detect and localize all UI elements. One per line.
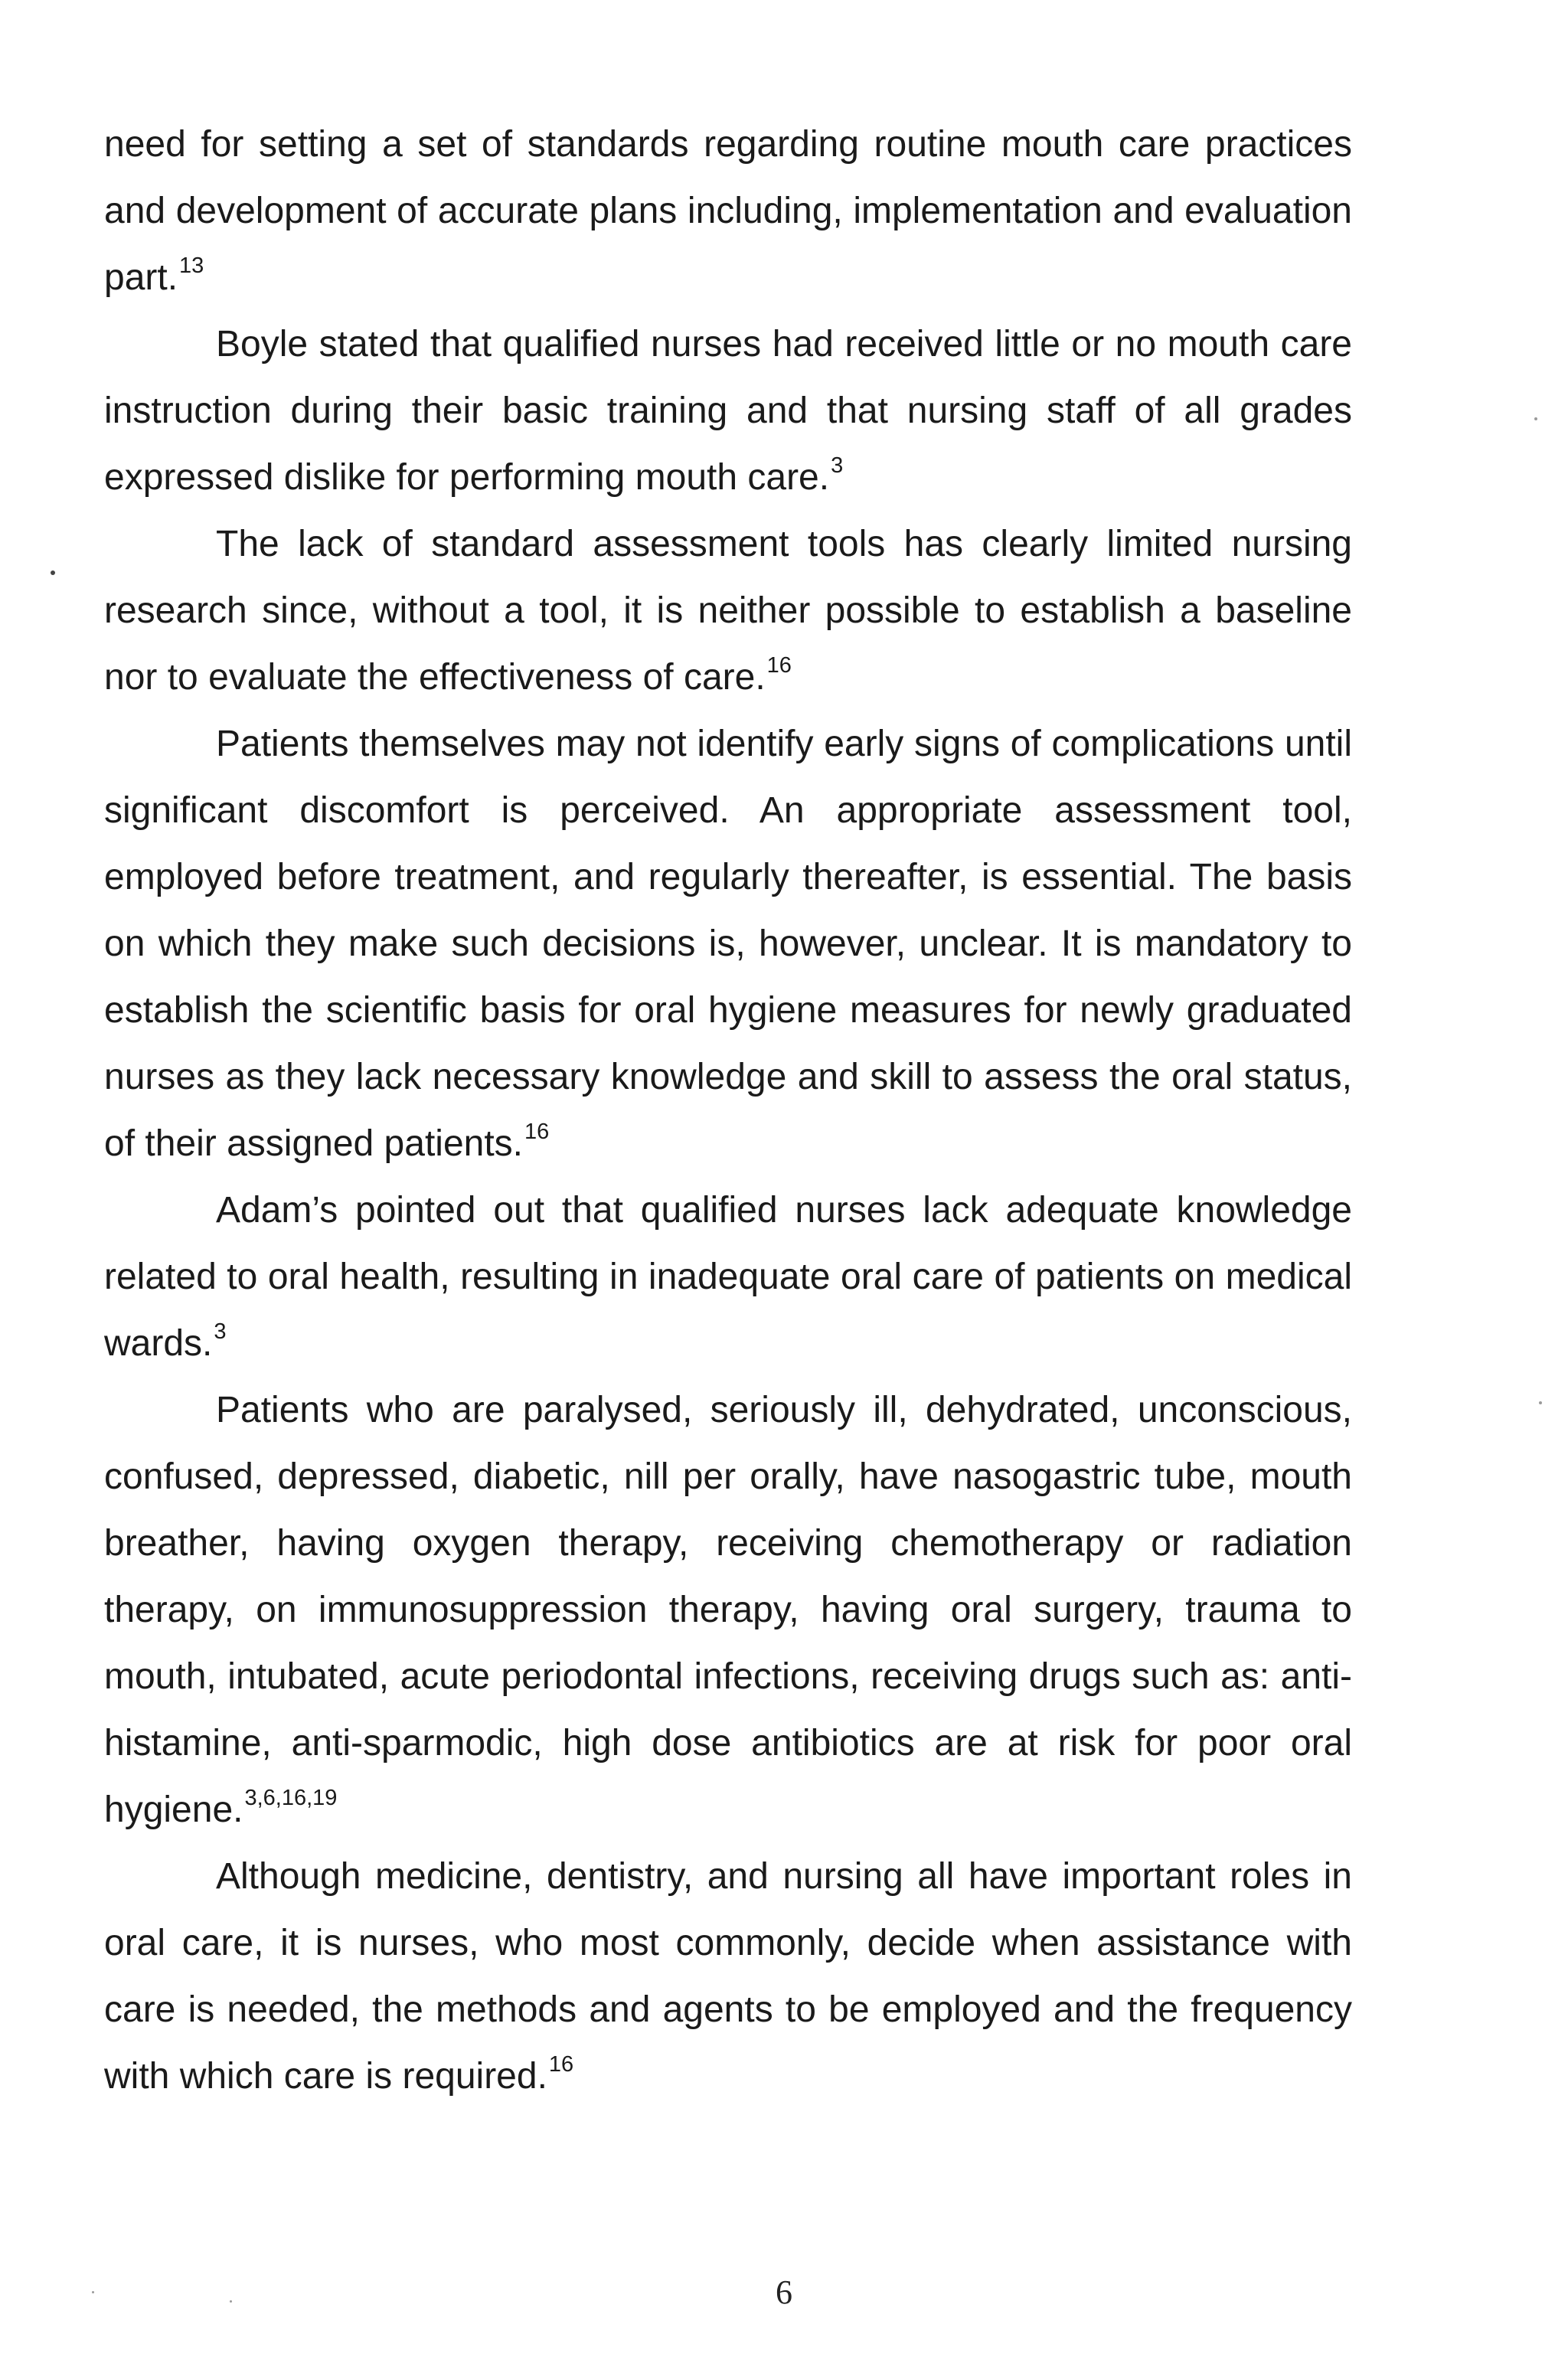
paragraph-5 [104, 1177, 1352, 1377]
citation-superscript: 3 [831, 453, 844, 478]
paragraph-7 [104, 1843, 1352, 2110]
paragraph-3 [104, 511, 1352, 711]
paragraph-text: Although medicine, dentistry, and nursing all have important roles in oral care, it is nurses, who most commonly, decide when assistance with care is needed, the methods and agents to be employed and the frequency with which care is required. [104, 1856, 1352, 2097]
paragraph-4 [104, 711, 1352, 1177]
citation-superscript: 16 [524, 1120, 550, 1144]
scan-speck [1539, 1401, 1542, 1404]
citation-superscript: 3,6,16,19 [244, 1786, 338, 1810]
paragraph-text: The lack of standard assessment tools has clearly limited nursing research since, without a tool, it is neither possible to establish a baseline nor to evaluate the effectiveness of care. [104, 524, 1352, 698]
paragraph-text: Patients themselves may not identify early signs of complications until significant discomfort is perceived. An appropriate assessment tool, employed before treatment, and regularly thereafter, is essential. The basis on which they make such decisions is, however, unclear. It is mandatory to establish the scientific basis for oral hygiene measures for newly graduated nurses as they lack necessary knowledge and skill to assess the oral status, of their assigned patients. [104, 724, 1352, 1164]
scan-speck [51, 570, 55, 575]
paragraph-6 [104, 1377, 1352, 1843]
scan-speck [1534, 417, 1537, 420]
citation-superscript: 3 [214, 1319, 227, 1344]
paragraph-text: Adam’s pointed out that qualified nurses lack adequate knowledge related to oral health, resulting in inadequate oral care of patients on medical wards. [104, 1190, 1352, 1364]
scan-speck [92, 2291, 94, 2293]
citation-superscript: 16 [766, 653, 792, 678]
page-number: 6 [776, 2273, 792, 2311]
paragraph-1 [104, 111, 1352, 311]
paragraph-text: Boyle stated that qualified nurses had received little or no mouth care instruction during their basic training and that nursing staff of all grades expressed dislike for performing mouth care. [104, 324, 1352, 498]
paragraph-text: need for setting a set of standards regarding routine mouth care practices and development of accurate plans including, implementation and evaluation part. [104, 124, 1352, 298]
citation-superscript: 16 [548, 2052, 574, 2077]
paragraph-2 [104, 311, 1352, 511]
scan-speck [230, 2300, 232, 2303]
body-text [104, 111, 1352, 2110]
paragraph-text: Patients who are paralysed, seriously ill, dehydrated, unconscious, confused, depressed, diabetic, nill per orally, have nasogastric tube, mouth breather, having oxygen therapy, receiving chemotherapy or radiation therapy, on immunosuppression therapy, having oral surgery, trauma to mouth, intubated, acute periodontal infections, receiving drugs such as: anti-histamine, anti-sparmodic, high dose antibiotics are at risk for poor oral hygiene. [104, 1390, 1352, 1830]
citation-superscript: 13 [179, 253, 204, 278]
